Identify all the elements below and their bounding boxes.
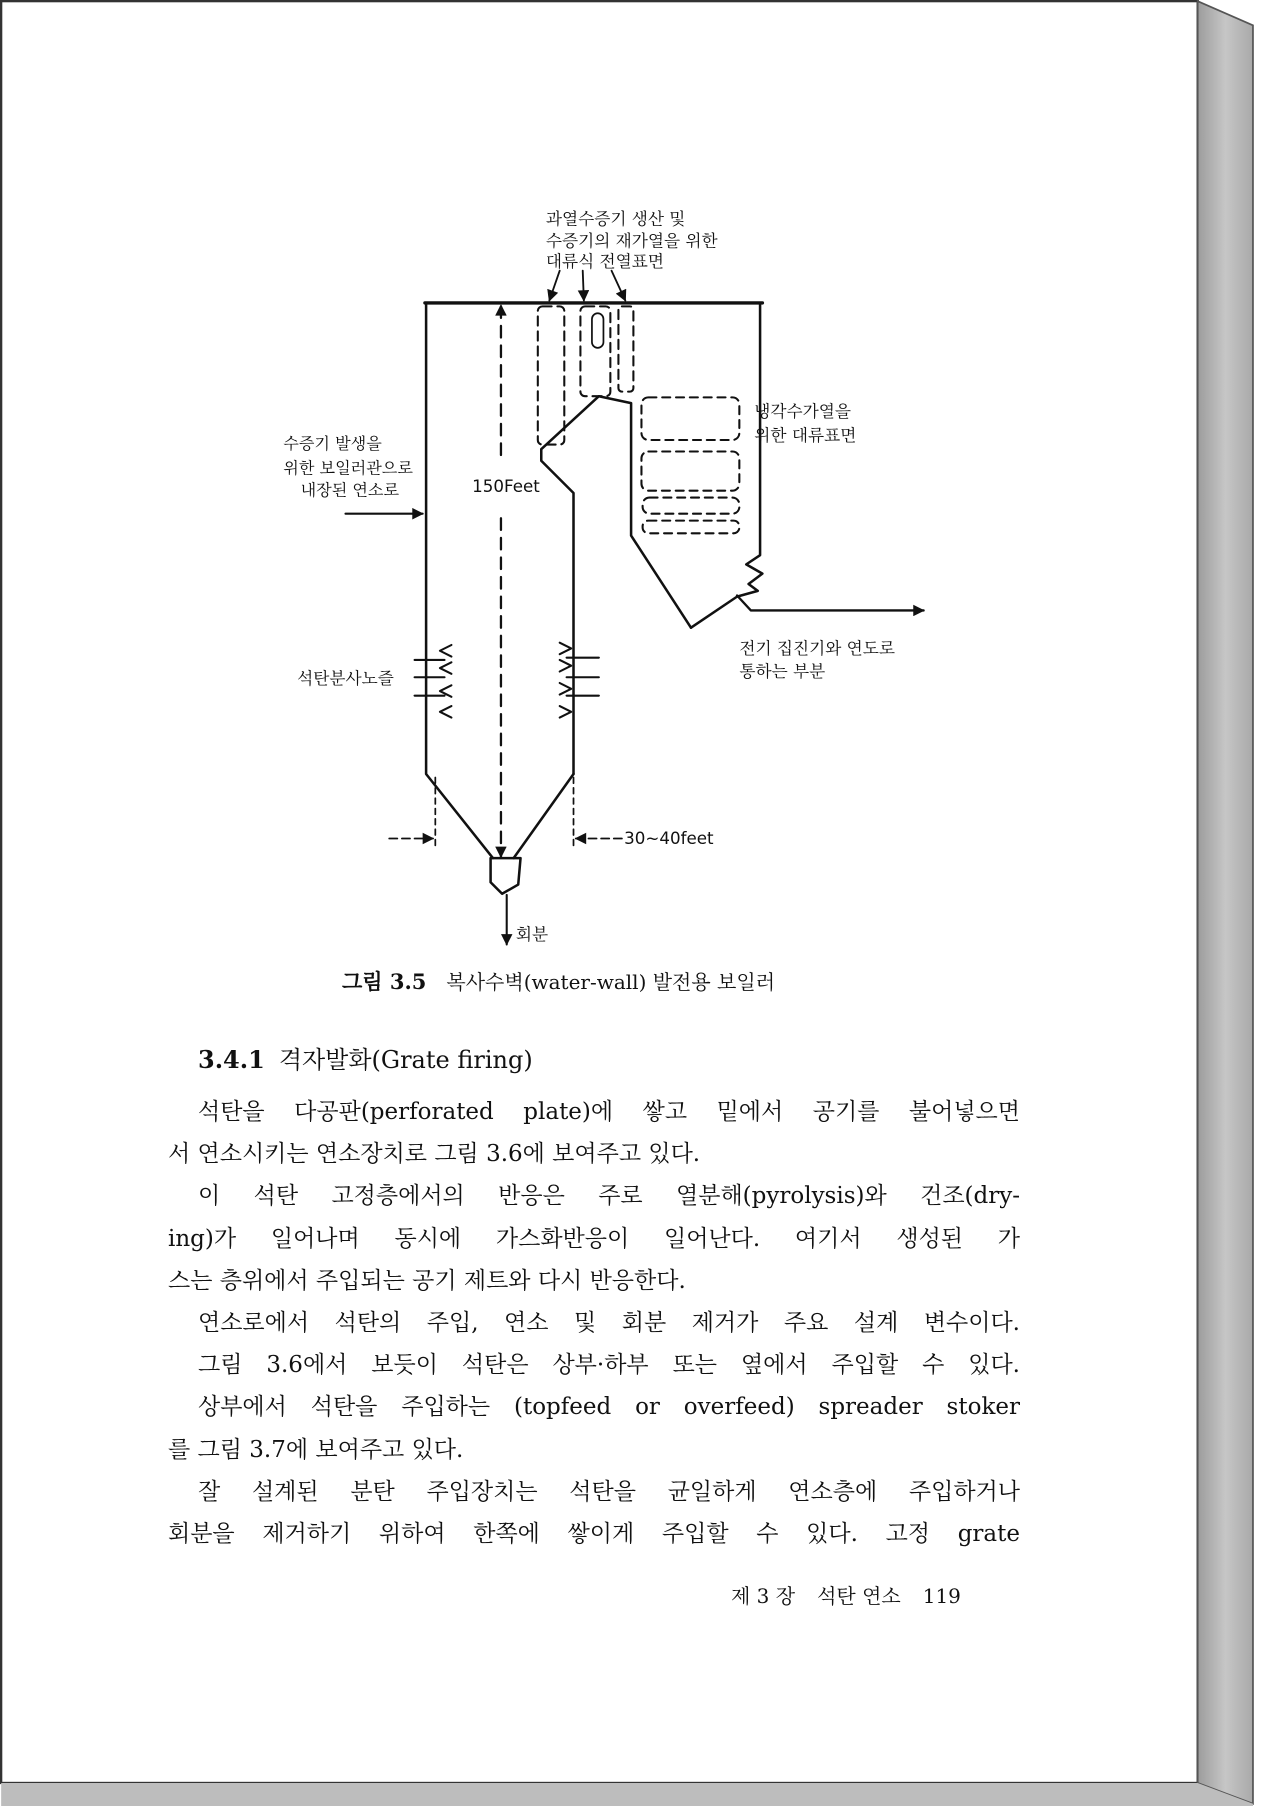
section-title: 격자발화(Grate firing) xyxy=(278,1046,533,1074)
figure-caption-text: 복사수벽(water-wall) 발전용 보일러 xyxy=(446,970,776,994)
superheater-label-line: 과열수증기 생산 및 xyxy=(545,209,686,229)
section-heading xyxy=(198,1039,533,1081)
outlet-label-line: 전기 집진기와 연도로 xyxy=(739,639,896,659)
furnace-label-line: 수증기 발생을 xyxy=(283,434,382,454)
text-line: 를 그림 3.7에 보여주고 있다. xyxy=(168,1436,464,1463)
page-side-edge xyxy=(1198,1,1253,1804)
burner-label: 석탄분사노즐 xyxy=(297,669,394,689)
superheater-label-line: 수증기의 재가열을 위한 xyxy=(545,231,718,251)
body-text xyxy=(168,1091,1020,1555)
text-line: 잘 설계된 분탄 주입장치는 석탄을 균일하게 연소층에 주입하거나 xyxy=(198,1478,1020,1505)
furnace-label-line: 위한 보일러관으로 xyxy=(283,458,413,478)
outlet-label-line: 통하는 부분 xyxy=(739,662,826,682)
text-line: 석탄을 다공판(perforated plate)에 쌓고 밑에서 공기를 불어넣으면 xyxy=(198,1099,1020,1125)
superheater-label-line: 대류식 전열표면 xyxy=(545,252,665,272)
text-line: 회분을 제거하기 위하여 한쪽에 쌓이게 주입할 수 있다. 고정 grate xyxy=(168,1520,1020,1547)
text-line: ing)가 일어나며 동시에 가스화반응이 일어난다. 여기서 생성된 가 xyxy=(168,1225,1020,1252)
height-label: 150Feet xyxy=(472,476,540,496)
text-line: 연소로에서 석탄의 주입, 연소 및 회분 제거가 주요 설계 변수이다. xyxy=(198,1309,1020,1336)
text-line: 서 연소시키는 연소장치로 그림 3.6에 보여주고 있다. xyxy=(168,1141,701,1168)
superheater-leader-arrow xyxy=(583,271,584,301)
footer-chapter: 제 3 장 xyxy=(731,1584,796,1608)
section-number: 3.4.1 xyxy=(198,1045,265,1074)
ash-label: 회분 xyxy=(515,924,549,944)
text-line: 상부에서 석탄을 주입하는 (topfeed or overfeed) spreader stoker xyxy=(198,1394,1020,1421)
width-label: 30~40feet xyxy=(624,829,714,849)
furnace-label-line: 내장된 연소로 xyxy=(300,480,400,500)
page-number: 119 xyxy=(922,1584,961,1608)
figure-caption xyxy=(342,966,775,998)
text-line: 이 석탄 고정층에서의 반응은 주로 열분해(pyrolysis)와 건조(dry- xyxy=(198,1183,1020,1210)
text-line: 스는 층위에서 주입되는 공기 제트와 다시 반응한다. xyxy=(168,1267,686,1294)
economizer-label-line: 냉각수가열을 xyxy=(754,401,852,421)
page-bottom-edge xyxy=(1,1783,1253,1806)
running-footer xyxy=(731,1581,961,1611)
economizer-label-line: 위한 대류표면 xyxy=(754,426,857,446)
footer-title: 석탄 연소 xyxy=(817,1584,901,1608)
text-line: 그림 3.6에서 보듯이 석탄은 상부·하부 또는 옆에서 주입할 수 있다. xyxy=(198,1352,1020,1379)
figure-number: 그림 3.5 xyxy=(342,969,427,994)
